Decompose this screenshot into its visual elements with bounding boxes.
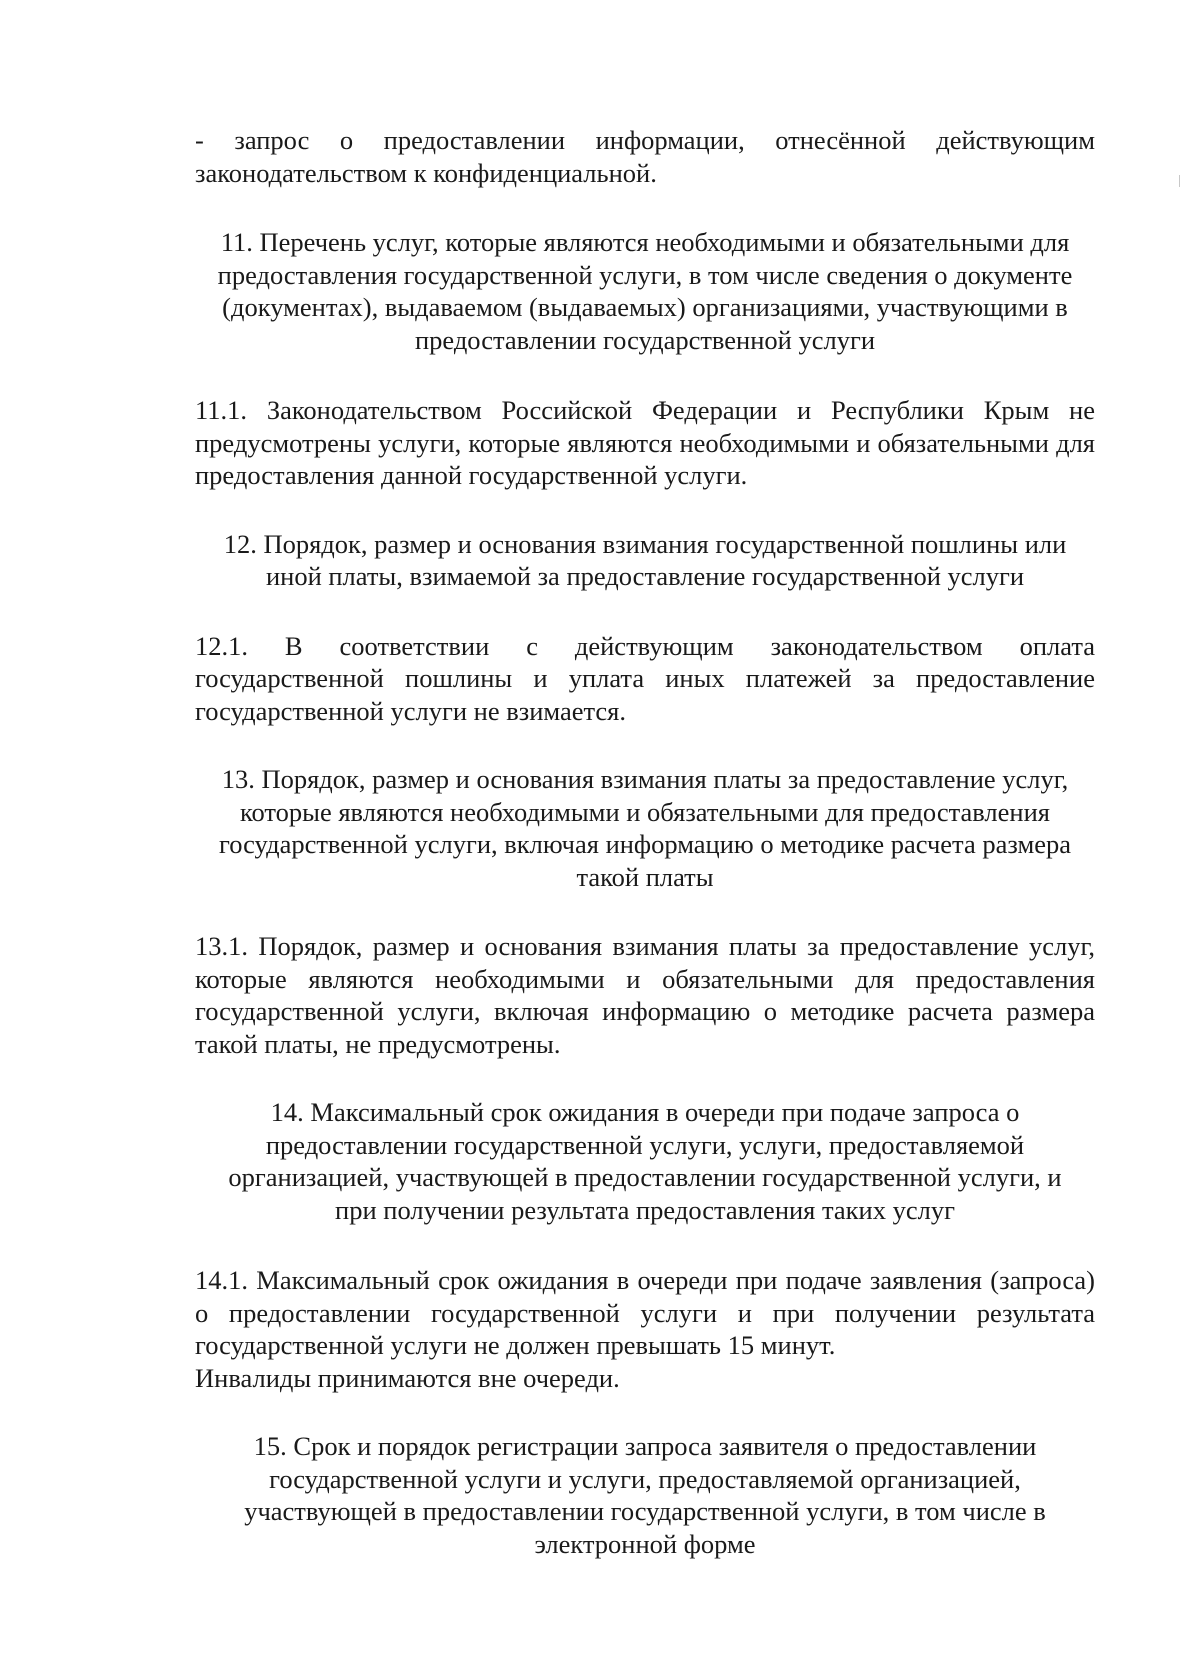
scan-artifact xyxy=(1179,175,1180,187)
paragraph-14-1-disabled-persons: Инвалиды принимаются вне очереди. xyxy=(195,1362,620,1393)
paragraph-13-1: 13.1. Порядок, размер и основания взимания платы за предоставление услуг, которые являются необходимыми и обязательными для предоставления государственной услуги, включая информацию о методике расчета размера такой платы, не предусмотрены. xyxy=(195,931,1095,1059)
section-heading-14: 14. Максимальный срок ожидания в очереди при подаче запроса о предоставлении государственной услуги, услуги, предоставляемой организацией, участвующей в предоставлении государственной услуги, и при получении результата предоставления таких услуг xyxy=(228,1097,1062,1225)
paragraph-14-1: 14.1. Максимальный срок ожидания в очереди при подаче заявления (запроса) о предоставлении государственной услуги и при получении результата государственной услуги не должен превышать 15 минут. xyxy=(195,1265,1095,1360)
document-page xyxy=(195,124,1095,1560)
section-heading-15: 15. Срок и порядок регистрации запроса заявителя о предоставлении государственной услуги и услуги, предоставляемой организацией, участвующей в предоставлении государственной услуги, в том числе в электронной форме xyxy=(244,1431,1046,1559)
section-heading-11: 11. Перечень услуг, которые являются необходимыми и обязательными для предоставления государственной услуги, в том числе сведения о документе (документах), выдаваемом (выдаваемых) организациями, участвующими в предоставлении государственной услуги xyxy=(217,227,1073,355)
paragraph-12-1: 12.1. В соответствии с действующим законодательством оплата государственной пошлины и уплата иных платежей за предоставление государственной услуги не взимается. xyxy=(195,630,1095,726)
section-heading-13: 13. Порядок, размер и основания взимания платы за предоставление услуг, которые являются необходимыми и обязательными для предоставления государственной услуги, включая информацию о методике расчета размера такой платы xyxy=(218,764,1071,892)
paragraph-confidential-request: - запрос о предоставлении информации, отнесённой действующим законодательством к конфиденциальной. xyxy=(195,125,1095,188)
section-heading-12: 12. Порядок, размер и основания взимания государственной пошлины или иной платы, взимаемой за предоставление государственной услуги xyxy=(223,528,1067,591)
paragraph-11-1: 11.1. Законодательством Российской Федерации и Республики Крым не предусмотрены услуги, которые являются необходимыми и обязательными для предоставления данной государственной услуги. xyxy=(195,395,1095,490)
